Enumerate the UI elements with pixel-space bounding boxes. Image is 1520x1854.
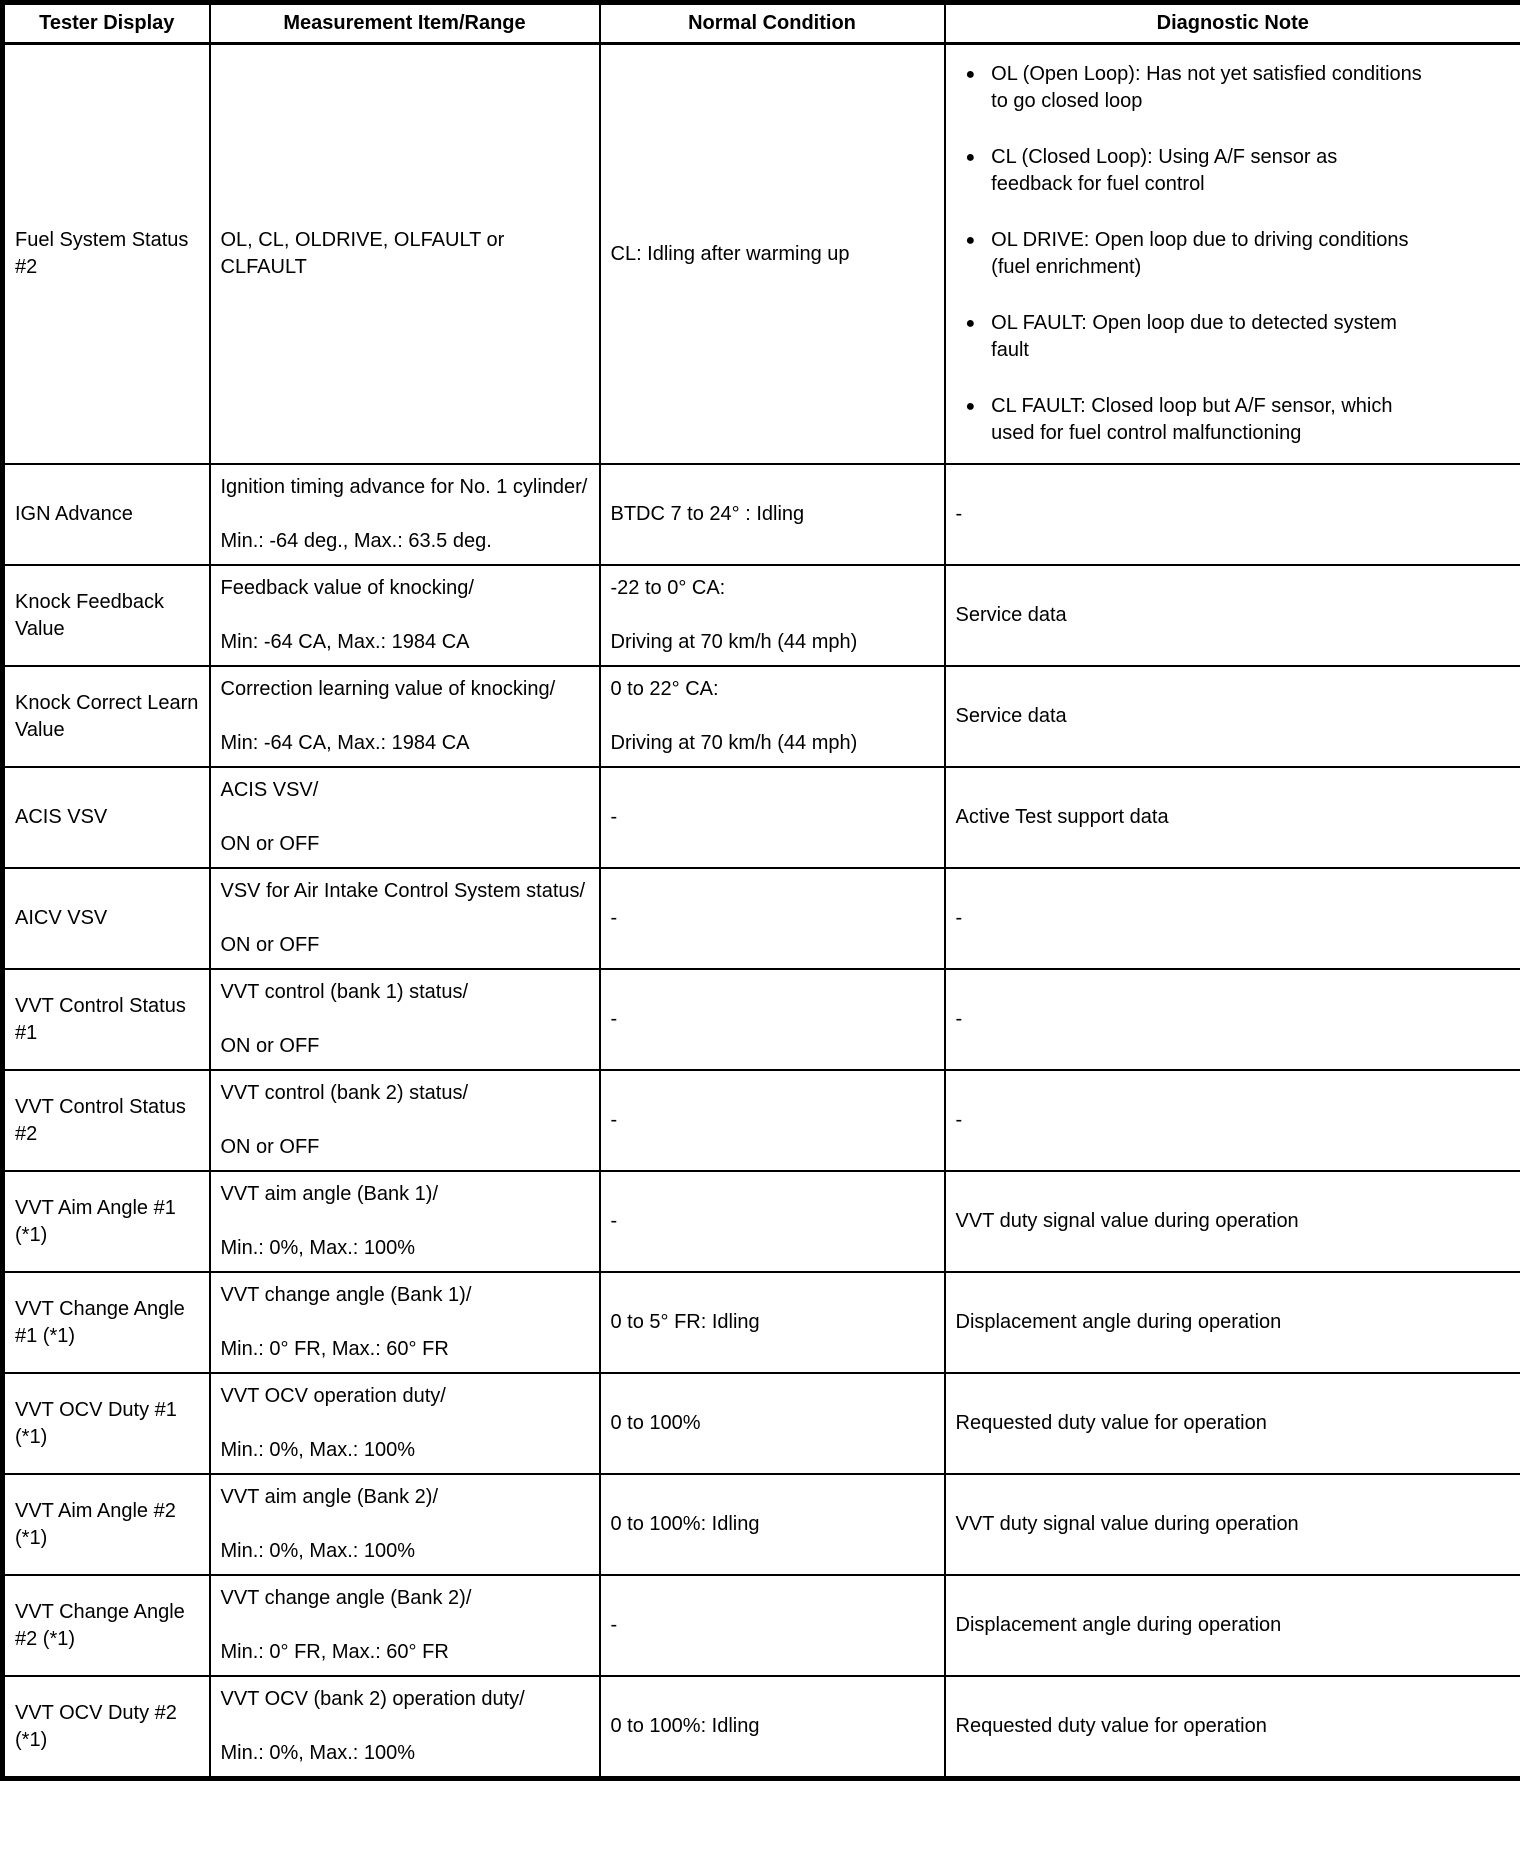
measurement-paragraph: Min.: 0%, Max.: 100% bbox=[220, 1439, 416, 1461]
bullet-text: CL FAULT: Closed loop but A/F sensor, which used for fuel control malfunctioning bbox=[991, 395, 1393, 444]
bullet-text: OL FAULT: Open loop due to detected system fault bbox=[991, 312, 1397, 361]
table-row-vvt-aim-angle-2 bbox=[3, 1474, 1520, 1575]
table-row-vvt-aim-angle-1 bbox=[3, 1171, 1520, 1272]
measurement-paragraph: VVT change angle (Bank 1)/ bbox=[220, 1284, 472, 1306]
normal-condition-cell bbox=[600, 969, 945, 1070]
diagnostic-note-bullet-item bbox=[956, 144, 1511, 198]
measurement-paragraph: VVT control (bank 2) status/ bbox=[220, 1082, 469, 1104]
measurement-paragraph: Ignition timing advance for No. 1 cylinder/ bbox=[220, 476, 588, 498]
diagnostic-note-paragraph: - bbox=[955, 1008, 963, 1030]
col-header-diagnostic-note: Diagnostic Note bbox=[945, 3, 1520, 44]
measurement-paragraph: ON or OFF bbox=[220, 1136, 320, 1158]
normal-condition-paragraph: - bbox=[610, 1109, 618, 1131]
diagnostic-note-bullet-item bbox=[956, 61, 1511, 115]
measurement-item-range-cell bbox=[210, 1373, 600, 1474]
normal-condition-cell bbox=[600, 1373, 945, 1474]
measurement-item-range-cell bbox=[210, 1474, 600, 1575]
measurement-paragraph: Min.: 0%, Max.: 100% bbox=[220, 1742, 416, 1764]
measurement-paragraph: Correction learning value of knocking/ bbox=[220, 678, 556, 700]
tester-display-cell: VVT Control Status #1 bbox=[3, 969, 210, 1070]
diagnostic-note-cell bbox=[945, 767, 1520, 868]
measurement-paragraph: ACIS VSV/ bbox=[220, 779, 319, 801]
tester-display-cell: VVT Change Angle #2 (*1) bbox=[3, 1575, 210, 1676]
normal-condition-paragraph: 0 to 22° CA: bbox=[610, 678, 719, 700]
normal-condition-cell bbox=[600, 666, 945, 767]
col-header-measurement-item-range: Measurement Item/Range bbox=[210, 3, 600, 44]
bullet-icon: ● bbox=[965, 66, 976, 83]
measurement-item-range-cell bbox=[210, 1070, 600, 1171]
table-row-fuel-system-status-2 bbox=[3, 44, 1520, 465]
normal-condition-cell bbox=[600, 1171, 945, 1272]
diagnostic-note-paragraph: Active Test support data bbox=[955, 806, 1169, 828]
measurement-paragraph: Min: -64 CA, Max.: 1984 CA bbox=[220, 732, 470, 754]
tester-display-cell: IGN Advance bbox=[3, 464, 210, 565]
normal-condition-cell bbox=[600, 1676, 945, 1779]
tester-display-cell: Fuel System Status #2 bbox=[3, 44, 210, 465]
measurement-paragraph: VVT aim angle (Bank 2)/ bbox=[220, 1486, 439, 1508]
normal-condition-paragraph: - bbox=[610, 806, 618, 828]
bullet-icon: ● bbox=[965, 149, 976, 166]
diagnostic-note-paragraph: - bbox=[955, 1109, 963, 1131]
diagnostic-note-paragraph: Service data bbox=[955, 604, 1067, 626]
table-row-vvt-ocv-duty-1 bbox=[3, 1373, 1520, 1474]
diagnostic-note-paragraph: Requested duty value for operation bbox=[955, 1412, 1267, 1434]
bullet-icon: ● bbox=[965, 315, 976, 332]
col-header-normal-condition: Normal Condition bbox=[600, 3, 945, 44]
table-row-vvt-control-status-2 bbox=[3, 1070, 1520, 1171]
measurement-item-range-cell bbox=[210, 969, 600, 1070]
table-row-ign-advance bbox=[3, 464, 1520, 565]
header-row bbox=[3, 3, 1520, 44]
col-header-tester-display: Tester Display bbox=[3, 3, 210, 44]
normal-condition-cell bbox=[600, 1474, 945, 1575]
diagnostic-note-cell bbox=[945, 666, 1520, 767]
normal-condition-cell bbox=[600, 464, 945, 565]
diagnostic-note-bullet-item bbox=[956, 227, 1511, 281]
diagnostic-note-cell bbox=[945, 1070, 1520, 1171]
measurement-paragraph: VSV for Air Intake Control System status/ bbox=[220, 880, 586, 902]
normal-condition-cell bbox=[600, 1272, 945, 1373]
table-header bbox=[3, 3, 1520, 44]
measurement-paragraph: VVT change angle (Bank 2)/ bbox=[220, 1587, 472, 1609]
tester-display-cell: Knock Feedback Value bbox=[3, 565, 210, 666]
diagnostic-note-cell bbox=[945, 464, 1520, 565]
table-row-vvt-change-angle-1 bbox=[3, 1272, 1520, 1373]
normal-condition-paragraph: 0 to 100%: Idling bbox=[610, 1715, 760, 1737]
diagnostic-note-paragraph: Service data bbox=[955, 705, 1067, 727]
tester-display-cell: VVT OCV Duty #1 (*1) bbox=[3, 1373, 210, 1474]
normal-condition-paragraph: Driving at 70 km/h (44 mph) bbox=[610, 732, 858, 754]
measurement-item-range-cell bbox=[210, 1575, 600, 1676]
table-row-vvt-change-angle-2 bbox=[3, 1575, 1520, 1676]
bullet-text: CL (Closed Loop): Using A/F sensor as feedback for fuel control bbox=[991, 146, 1338, 195]
diagnostic-note-paragraph: - bbox=[955, 503, 963, 525]
normal-condition-paragraph: Driving at 70 km/h (44 mph) bbox=[610, 631, 858, 653]
measurement-item-range-cell bbox=[210, 44, 600, 465]
bullet-icon: ● bbox=[965, 232, 976, 249]
diagnostic-note-paragraph: Displacement angle during operation bbox=[955, 1614, 1282, 1636]
measurement-paragraph: Min.: 0%, Max.: 100% bbox=[220, 1540, 416, 1562]
measurement-item-range-cell bbox=[210, 868, 600, 969]
diagnostic-note-cell bbox=[945, 565, 1520, 666]
tester-display-cell: VVT Aim Angle #2 (*1) bbox=[3, 1474, 210, 1575]
measurement-paragraph: ON or OFF bbox=[220, 833, 320, 855]
normal-condition-paragraph: - bbox=[610, 907, 618, 929]
diagnostic-note-bullet-item bbox=[956, 310, 1511, 364]
measurement-paragraph: VVT control (bank 1) status/ bbox=[220, 981, 469, 1003]
tester-display-cell: Knock Correct Learn Value bbox=[3, 666, 210, 767]
diagnostic-note-bullet-item bbox=[956, 393, 1511, 447]
diagnostic-note-paragraph: - bbox=[955, 907, 963, 929]
diagnostic-note-cell bbox=[945, 1373, 1520, 1474]
measurement-item-range-cell bbox=[210, 666, 600, 767]
measurement-item-range-cell bbox=[210, 464, 600, 565]
measurement-paragraph: VVT OCV (bank 2) operation duty/ bbox=[220, 1688, 525, 1710]
tester-display-cell: VVT Aim Angle #1 (*1) bbox=[3, 1171, 210, 1272]
bullet-icon: ● bbox=[965, 398, 976, 415]
measurement-paragraph: Min.: 0%, Max.: 100% bbox=[220, 1237, 416, 1259]
normal-condition-cell bbox=[600, 565, 945, 666]
normal-condition-paragraph: CL: Idling after warming up bbox=[610, 242, 850, 265]
table-row-knock-feedback-value bbox=[3, 565, 1520, 666]
diagnostic-note-paragraph: VVT duty signal value during operation bbox=[955, 1210, 1299, 1232]
measurement-paragraph: ON or OFF bbox=[220, 1035, 320, 1057]
normal-condition-cell bbox=[600, 1575, 945, 1676]
measurement-paragraph: Min.: 0° FR, Max.: 60° FR bbox=[220, 1641, 449, 1663]
normal-condition-paragraph: 0 to 100%: Idling bbox=[610, 1513, 760, 1535]
normal-condition-paragraph: - bbox=[610, 1614, 618, 1636]
tester-display-cell: VVT Control Status #2 bbox=[3, 1070, 210, 1171]
normal-condition-paragraph: - bbox=[610, 1210, 618, 1232]
diagnostic-note-cell bbox=[945, 969, 1520, 1070]
measurement-item-range-cell bbox=[210, 767, 600, 868]
measurement-paragraph: Min: -64 CA, Max.: 1984 CA bbox=[220, 631, 470, 653]
measurement-item-range-cell bbox=[210, 1676, 600, 1779]
normal-condition-cell bbox=[600, 868, 945, 969]
diagnostic-note-paragraph: Requested duty value for operation bbox=[955, 1715, 1267, 1737]
tester-display-cell: AICV VSV bbox=[3, 868, 210, 969]
normal-condition-cell bbox=[600, 767, 945, 868]
diagnostic-note-cell bbox=[945, 1474, 1520, 1575]
normal-condition-paragraph: 0 to 100% bbox=[610, 1412, 701, 1434]
measurement-paragraph: Min.: 0° FR, Max.: 60° FR bbox=[220, 1338, 449, 1360]
normal-condition-paragraph: BTDC 7 to 24° : Idling bbox=[610, 503, 805, 525]
measurement-paragraph: VVT aim angle (Bank 1)/ bbox=[220, 1183, 439, 1205]
normal-condition-cell bbox=[600, 1070, 945, 1171]
measurement-paragraph: OL, CL, OLDRIVE, OLFAULT or CLFAULT bbox=[220, 229, 505, 278]
diagnostic-note-cell bbox=[945, 1575, 1520, 1676]
diagnostic-note-paragraph: Displacement angle during operation bbox=[955, 1311, 1282, 1333]
measurement-paragraph: VVT OCV operation duty/ bbox=[220, 1385, 446, 1407]
table-row-vvt-control-status-1 bbox=[3, 969, 1520, 1070]
measurement-paragraph: Min.: -64 deg., Max.: 63.5 deg. bbox=[220, 530, 492, 552]
table-row-vvt-ocv-duty-2 bbox=[3, 1676, 1520, 1779]
measurement-item-range-cell bbox=[210, 565, 600, 666]
measurement-paragraph: Feedback value of knocking/ bbox=[220, 577, 474, 599]
diagnostic-note-cell bbox=[945, 44, 1520, 465]
table-row-aicv-vsv bbox=[3, 868, 1520, 969]
diagnostic-note-cell bbox=[945, 1676, 1520, 1779]
measurement-item-range-cell bbox=[210, 1171, 600, 1272]
diagnostic-note-cell bbox=[945, 1272, 1520, 1373]
normal-condition-cell bbox=[600, 44, 945, 465]
measurement-item-range-cell bbox=[210, 1272, 600, 1373]
tester-display-cell: VVT OCV Duty #2 (*1) bbox=[3, 1676, 210, 1779]
bullet-text: OL (Open Loop): Has not yet satisfied conditions to go closed loop bbox=[991, 63, 1422, 112]
table-row-acis-vsv bbox=[3, 767, 1520, 868]
table-row-knock-correct-learn-value bbox=[3, 666, 1520, 767]
diagnostic-note-cell bbox=[945, 868, 1520, 969]
normal-condition-paragraph: - bbox=[610, 1008, 618, 1030]
normal-condition-paragraph: 0 to 5° FR: Idling bbox=[610, 1311, 760, 1333]
table-body bbox=[3, 44, 1520, 1779]
diagnostic-note-paragraph: VVT duty signal value during operation bbox=[955, 1513, 1299, 1535]
normal-condition-paragraph: -22 to 0° CA: bbox=[610, 577, 726, 599]
bullet-text: OL DRIVE: Open loop due to driving conditions (fuel enrichment) bbox=[991, 229, 1409, 278]
tester-display-cell: ACIS VSV bbox=[3, 767, 210, 868]
measurement-paragraph: ON or OFF bbox=[220, 934, 320, 956]
tester-display-cell: VVT Change Angle #1 (*1) bbox=[3, 1272, 210, 1373]
diagnostic-note-cell bbox=[945, 1171, 1520, 1272]
